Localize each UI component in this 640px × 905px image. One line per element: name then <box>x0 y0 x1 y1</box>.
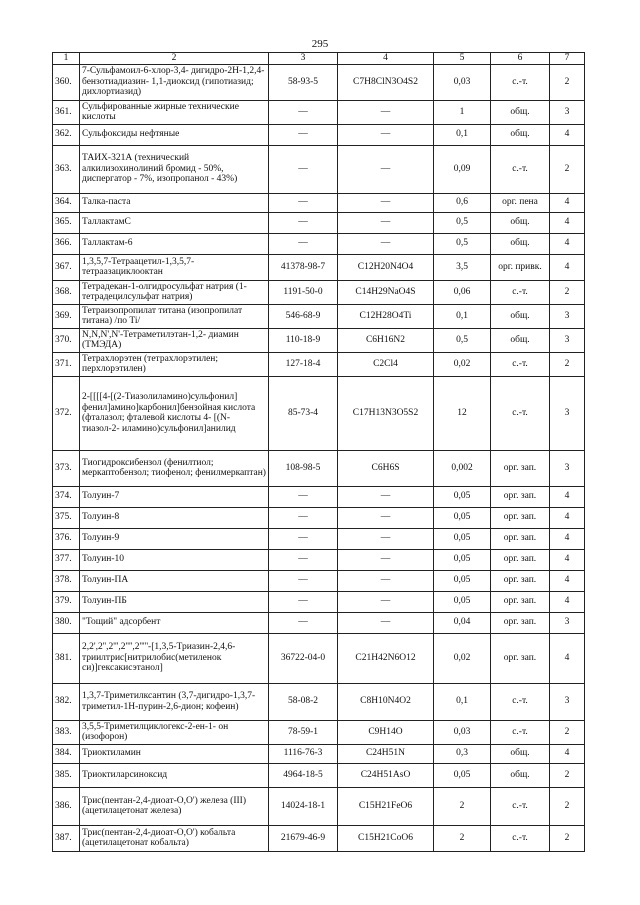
limit-value: 0,002 <box>434 450 491 486</box>
row-number: 377. <box>53 549 80 570</box>
substance-name: Тетрадекан-1-олгидросульфат натрия (1-тетрадецилсульфат натрия) <box>80 280 269 304</box>
table-row <box>53 763 585 787</box>
row-number: 382. <box>53 683 80 720</box>
substance-name: Толуин-10 <box>80 549 269 570</box>
row-number: 366. <box>53 233 80 254</box>
limit-value: 0,05 <box>434 486 491 507</box>
table-row <box>53 507 585 528</box>
substance-name: ТаллактамС <box>80 212 269 233</box>
table-row <box>53 612 585 633</box>
hazard-class: 3 <box>550 100 585 124</box>
substance-name: Толуин-ПБ <box>80 591 269 612</box>
table-row <box>53 633 585 683</box>
table-row <box>53 352 585 376</box>
column-header: 7 <box>550 53 585 65</box>
cas-number: 58-08-2 <box>269 683 338 720</box>
chemical-formula: — <box>338 212 434 233</box>
substance-name: Сульфоксиды нефтяные <box>80 124 269 145</box>
hazard-class: 4 <box>550 549 585 570</box>
table-row <box>53 549 585 570</box>
chemical-formula: C24H51AsO <box>338 763 434 787</box>
cas-number: 4964-18-5 <box>269 763 338 787</box>
table-row <box>53 744 585 763</box>
chemical-formula: — <box>338 507 434 528</box>
harm-indicator: общ. <box>491 124 550 145</box>
chemical-formula: — <box>338 612 434 633</box>
limit-value: 12 <box>434 376 491 450</box>
chemical-formula: — <box>338 486 434 507</box>
cas-number: — <box>269 193 338 212</box>
substance-name: Трис(пентан-2,4-диоат-О,О') кобальта (ацетилацетонат кобальта) <box>80 825 269 851</box>
limit-value: 0,1 <box>434 124 491 145</box>
row-number: 363. <box>53 145 80 193</box>
hazard-class: 3 <box>550 376 585 450</box>
cas-number: — <box>269 212 338 233</box>
table-row <box>53 683 585 720</box>
substance-name: "Тощий" адсорбент <box>80 612 269 633</box>
hazard-class: 4 <box>550 633 585 683</box>
chemical-formula: — <box>338 528 434 549</box>
table-row <box>53 720 585 744</box>
column-header: 3 <box>269 53 338 65</box>
harm-indicator: орг. зап. <box>491 570 550 591</box>
header-row <box>53 53 585 65</box>
substance-name: N,N,N',N'-Тетраметилэтан-1,2- диамин (ТМЭДА) <box>80 328 269 352</box>
hazard-class: 2 <box>550 720 585 744</box>
cas-number: 1191-50-0 <box>269 280 338 304</box>
limit-value: 0,03 <box>434 720 491 744</box>
harm-indicator: с.-т. <box>491 64 550 100</box>
row-number: 386. <box>53 787 80 825</box>
row-number: 380. <box>53 612 80 633</box>
limit-value: 1 <box>434 100 491 124</box>
column-header: 6 <box>491 53 550 65</box>
row-number: 381. <box>53 633 80 683</box>
chemical-formula: C15H21FeO6 <box>338 787 434 825</box>
substance-name: 2,2',2'',2''',2'''',2'''''-[1,3,5-Триазин-2,4,6-триилтрис[нитрилобис(метиленок си)]гексакисэтанол] <box>80 633 269 683</box>
harm-indicator: с.-т. <box>491 787 550 825</box>
limit-value: 0,1 <box>434 683 491 720</box>
substance-name: 7-Сульфамоил-6-хлор-3,4- дигидро-2Н-1,2,4-бензотиадиазин- 1,1-диоксид (гипотиазид; дихлортиазид) <box>80 64 269 100</box>
chemical-formula: — <box>338 570 434 591</box>
cas-number: — <box>269 145 338 193</box>
row-number: 384. <box>53 744 80 763</box>
limit-value: 0,05 <box>434 591 491 612</box>
limit-value: 2 <box>434 787 491 825</box>
cas-number: — <box>269 528 338 549</box>
table-row <box>53 528 585 549</box>
substance-name: 1,3,7-Триметилксантин (3,7-дигидро-1,3,7-триметил-1Н-пурин-2,6-дион; кофеин) <box>80 683 269 720</box>
row-number: 375. <box>53 507 80 528</box>
table-row <box>53 145 585 193</box>
hazard-class: 4 <box>550 233 585 254</box>
substance-name: Тетрахлорэтен (тетрахлорэтилен; перхлорэтилен) <box>80 352 269 376</box>
harm-indicator: общ. <box>491 212 550 233</box>
hazard-class: 3 <box>550 304 585 328</box>
hazard-class: 4 <box>550 570 585 591</box>
harm-indicator: орг. зап. <box>491 549 550 570</box>
chemical-formula: C6H16N2 <box>338 328 434 352</box>
hazard-class: 4 <box>550 124 585 145</box>
row-number: 371. <box>53 352 80 376</box>
cas-number: 41378-98-7 <box>269 254 338 280</box>
cas-number: 36722-04-0 <box>269 633 338 683</box>
harm-indicator: общ. <box>491 328 550 352</box>
page-number: 295 <box>311 38 329 50</box>
chemical-formula: C7H8ClN3O4S2 <box>338 64 434 100</box>
cas-number: — <box>269 233 338 254</box>
harm-indicator: орг. зап. <box>491 450 550 486</box>
hazard-class: 3 <box>550 450 585 486</box>
cas-number: 85-73-4 <box>269 376 338 450</box>
row-number: 362. <box>53 124 80 145</box>
cas-number: 58-93-5 <box>269 64 338 100</box>
cas-number: — <box>269 570 338 591</box>
row-number: 370. <box>53 328 80 352</box>
substance-name: Таллактам-6 <box>80 233 269 254</box>
substance-name: Толуин-ПА <box>80 570 269 591</box>
harm-indicator: общ. <box>491 100 550 124</box>
substance-name: Толуин-9 <box>80 528 269 549</box>
substance-name: Трис(пентан-2,4-диоат-О,О') железа (III) (ацетилацетонат железа) <box>80 787 269 825</box>
substance-name: 2-[[[[4-[(2-Тиазолиламино)сульфонил] фенил]амино]карбонил]бензойная кислота (фталазол; фталевой кислоты 4- [(N-тиазол-2- иламино)сульфонил]анилид <box>80 376 269 450</box>
harm-indicator: орг. привк. <box>491 254 550 280</box>
cas-number: — <box>269 612 338 633</box>
chemical-formula: — <box>338 100 434 124</box>
table-row <box>53 124 585 145</box>
cas-number: — <box>269 486 338 507</box>
limit-value: 0,04 <box>434 612 491 633</box>
harm-indicator: общ. <box>491 233 550 254</box>
harm-indicator: орг. зап. <box>491 633 550 683</box>
substance-name: Сульфированные жирные технические кислоты <box>80 100 269 124</box>
chemical-formula: — <box>338 549 434 570</box>
substance-name: Триоктиларсиноксид <box>80 763 269 787</box>
substance-name: Талка-паста <box>80 193 269 212</box>
substance-name: ТАИХ-321А (технический алкилизохинолиний бромид - 50%, диспергатор - 7%, изопропанол - 43%) <box>80 145 269 193</box>
cas-number: 110-18-9 <box>269 328 338 352</box>
chemical-formula: — <box>338 124 434 145</box>
hazard-class: 2 <box>550 64 585 100</box>
hazard-class: 3 <box>550 683 585 720</box>
cas-number: 78-59-1 <box>269 720 338 744</box>
limit-value: 0,05 <box>434 528 491 549</box>
limit-value: 0,05 <box>434 763 491 787</box>
table-row <box>53 304 585 328</box>
hazard-class: 4 <box>550 528 585 549</box>
chemical-formula: C24H51N <box>338 744 434 763</box>
limit-value: 0,02 <box>434 352 491 376</box>
limit-value: 0,05 <box>434 549 491 570</box>
chemical-formula: C12H28O4Ti <box>338 304 434 328</box>
limit-value: 0,5 <box>434 212 491 233</box>
harm-indicator: орг. зап. <box>491 591 550 612</box>
row-number: 368. <box>53 280 80 304</box>
harm-indicator: орг. зап. <box>491 528 550 549</box>
harm-indicator: с.-т. <box>491 145 550 193</box>
harm-indicator: с.-т. <box>491 683 550 720</box>
hazard-class: 2 <box>550 763 585 787</box>
hazard-class: 4 <box>550 744 585 763</box>
harm-indicator: орг. пена <box>491 193 550 212</box>
substance-name: Тиогидроксибензол (фенилтиол; меркаптобензол; тиофенол; фенилмеркаптан) <box>80 450 269 486</box>
table-row <box>53 376 585 450</box>
cas-number: 127-18-4 <box>269 352 338 376</box>
row-number: 383. <box>53 720 80 744</box>
hazard-class: 4 <box>550 212 585 233</box>
table-row <box>53 570 585 591</box>
harm-indicator: орг. зап. <box>491 486 550 507</box>
table-row <box>53 212 585 233</box>
harm-indicator: общ. <box>491 304 550 328</box>
row-number: 378. <box>53 570 80 591</box>
table-row <box>53 254 585 280</box>
table-row <box>53 328 585 352</box>
limit-value: 0,1 <box>434 304 491 328</box>
limit-value: 0,02 <box>434 633 491 683</box>
hazard-class: 3 <box>550 612 585 633</box>
table-row <box>53 64 585 100</box>
hazard-class: 4 <box>550 486 585 507</box>
hazard-class: 2 <box>550 825 585 851</box>
row-number: 387. <box>53 825 80 851</box>
row-number: 385. <box>53 763 80 787</box>
cas-number: 21679-46-9 <box>269 825 338 851</box>
limit-value: 0,5 <box>434 328 491 352</box>
chemical-formula: — <box>338 591 434 612</box>
table-row <box>53 787 585 825</box>
chemical-formula: C2Cl4 <box>338 352 434 376</box>
row-number: 369. <box>53 304 80 328</box>
harm-indicator: с.-т. <box>491 280 550 304</box>
limit-value: 0,06 <box>434 280 491 304</box>
hazard-class: 2 <box>550 787 585 825</box>
chemical-formula: — <box>338 233 434 254</box>
row-number: 379. <box>53 591 80 612</box>
chemical-formula: — <box>338 145 434 193</box>
table-row <box>53 450 585 486</box>
column-header: 4 <box>338 53 434 65</box>
cas-number: — <box>269 124 338 145</box>
chemical-formula: C12H20N4O4 <box>338 254 434 280</box>
hazard-class: 3 <box>550 328 585 352</box>
chemical-formula: C15H21CoO6 <box>338 825 434 851</box>
row-number: 360. <box>53 64 80 100</box>
column-header: 1 <box>53 53 80 65</box>
row-number: 365. <box>53 212 80 233</box>
table-row <box>53 100 585 124</box>
harm-indicator: с.-т. <box>491 352 550 376</box>
chemical-formula: C9H14O <box>338 720 434 744</box>
row-number: 367. <box>53 254 80 280</box>
harm-indicator: с.-т. <box>491 825 550 851</box>
column-header: 5 <box>434 53 491 65</box>
chemical-formula: C21H42N6O12 <box>338 633 434 683</box>
chemical-formula: C14H29NaO4S <box>338 280 434 304</box>
substance-name: 1,3,5,7-Тетраацетил-1,3,5,7-тетраазациклооктан <box>80 254 269 280</box>
substance-name: 3,5,5-Триметилциклогекс-2-ен-1- он (изофорон) <box>80 720 269 744</box>
cas-number: 546-68-9 <box>269 304 338 328</box>
row-number: 361. <box>53 100 80 124</box>
hazard-class: 2 <box>550 280 585 304</box>
limit-value: 0,05 <box>434 507 491 528</box>
hazard-class: 4 <box>550 193 585 212</box>
column-header: 2 <box>80 53 269 65</box>
chemical-formula: C6H6S <box>338 450 434 486</box>
cas-number: 14024-18-1 <box>269 787 338 825</box>
harm-indicator: с.-т. <box>491 720 550 744</box>
cas-number: — <box>269 591 338 612</box>
cas-number: 1116-76-3 <box>269 744 338 763</box>
harm-indicator: общ. <box>491 744 550 763</box>
cas-number: — <box>269 549 338 570</box>
limit-value: 0,09 <box>434 145 491 193</box>
substance-name: Триоктиламин <box>80 744 269 763</box>
substance-name: Тетраизопропилат титана (изопропилат титана) /по Ti/ <box>80 304 269 328</box>
hazard-class: 2 <box>550 352 585 376</box>
chemical-formula: — <box>338 193 434 212</box>
row-number: 364. <box>53 193 80 212</box>
harm-indicator: общ. <box>491 763 550 787</box>
table-row <box>53 591 585 612</box>
limit-value: 0,6 <box>434 193 491 212</box>
table-row <box>53 825 585 851</box>
chemical-formula: C17H13N3O5S2 <box>338 376 434 450</box>
substances-table <box>52 52 585 852</box>
harm-indicator: с.-т. <box>491 376 550 450</box>
limit-value: 0,3 <box>434 744 491 763</box>
cas-number: 108-98-5 <box>269 450 338 486</box>
limit-value: 3,5 <box>434 254 491 280</box>
hazard-class: 4 <box>550 591 585 612</box>
table-row <box>53 280 585 304</box>
substance-name: Толуин-7 <box>80 486 269 507</box>
limit-value: 0,03 <box>434 64 491 100</box>
table-row <box>53 233 585 254</box>
cas-number: — <box>269 100 338 124</box>
chemical-formula: C8H10N4O2 <box>338 683 434 720</box>
limit-value: 0,05 <box>434 570 491 591</box>
row-number: 373. <box>53 450 80 486</box>
table-row <box>53 486 585 507</box>
hazard-class: 4 <box>550 507 585 528</box>
row-number: 372. <box>53 376 80 450</box>
substance-name: Толуин-8 <box>80 507 269 528</box>
row-number: 376. <box>53 528 80 549</box>
table-row <box>53 193 585 212</box>
row-number: 374. <box>53 486 80 507</box>
limit-value: 2 <box>434 825 491 851</box>
harm-indicator: орг. зап. <box>491 507 550 528</box>
hazard-class: 4 <box>550 254 585 280</box>
limit-value: 0,5 <box>434 233 491 254</box>
harm-indicator: орг. зап. <box>491 612 550 633</box>
cas-number: — <box>269 507 338 528</box>
hazard-class: 2 <box>550 145 585 193</box>
